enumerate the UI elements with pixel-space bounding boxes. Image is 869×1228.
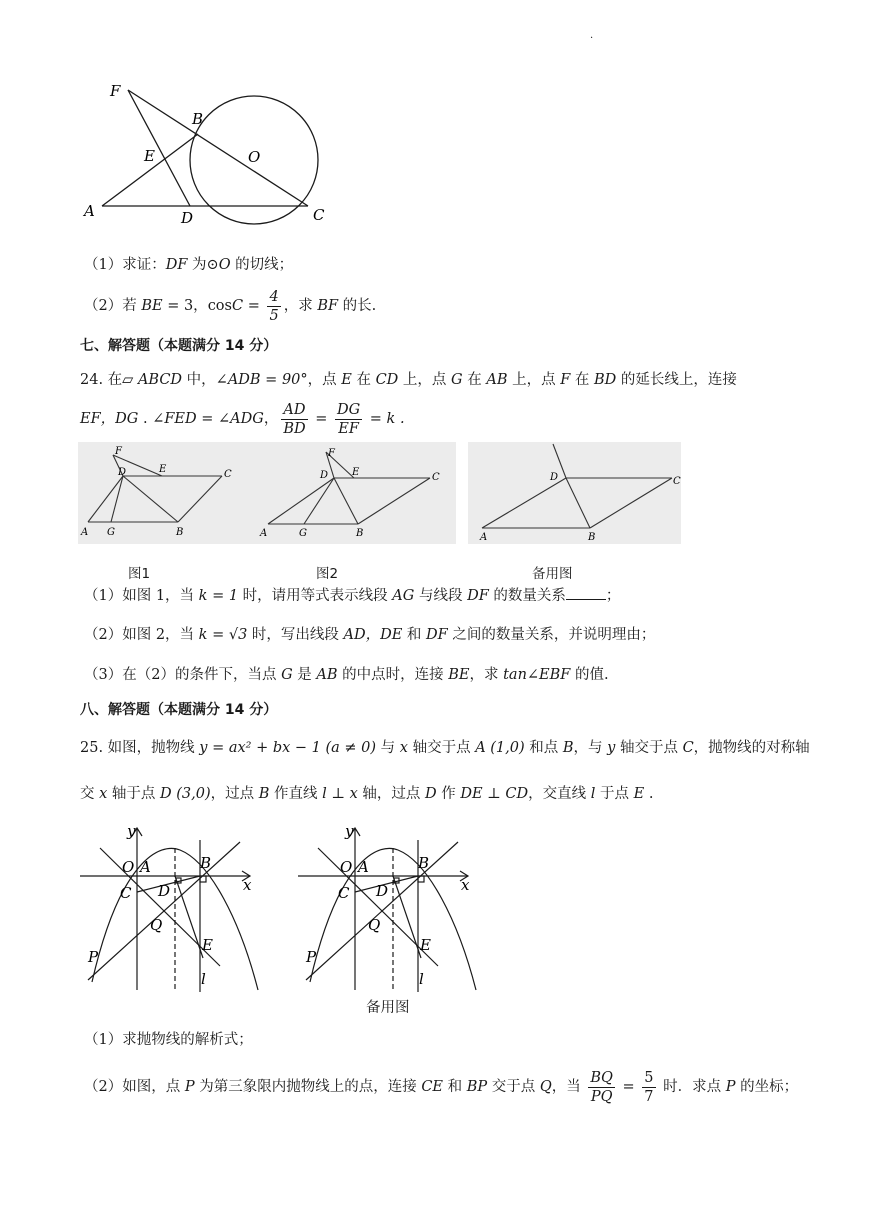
q24-p3-mid2: 的中点时，连接: [337, 667, 449, 683]
q24-t-c: ，点: [307, 372, 342, 388]
fig1-label-A: A: [81, 527, 89, 538]
label-B: B: [192, 110, 204, 128]
q24-t-b: 中，: [182, 372, 216, 388]
q25-p2-bp: BP: [466, 1079, 488, 1095]
q25-p2-and: 和: [443, 1079, 467, 1095]
fig1-label-G: G: [107, 527, 115, 538]
q25-p2-Q: Q: [539, 1079, 552, 1095]
q23-frac-den: 5: [269, 307, 279, 324]
q25-l2-end: .: [644, 786, 654, 802]
q24-p3-tan: tan∠EBF: [503, 667, 571, 683]
q24-k: = k .: [365, 411, 405, 427]
q23-part2-tail: ，求: [283, 298, 318, 314]
q23-part1: [84, 255, 293, 275]
q25-eq: y = ax² + bx − 1 (a ≠ 0): [199, 740, 377, 756]
q24-comma: ，: [263, 411, 279, 427]
fig2-label-B: B: [356, 528, 364, 539]
q23-part1-O: O: [218, 257, 231, 273]
fig25a-label-O: O: [122, 858, 135, 876]
q24-frac2-num: DG: [336, 401, 361, 418]
q23-part2-prefix: （2）若: [84, 298, 142, 314]
fig25b-label-P: P: [306, 948, 317, 966]
segment-fd: [128, 90, 190, 206]
q24-p3-suffix: 的值.: [570, 667, 609, 683]
q25-figure-backup: [298, 820, 488, 1000]
fig25b-label-l: l: [419, 970, 424, 988]
q24-p2-k: k = √3: [198, 627, 248, 643]
q25-l2-b: 轴于点: [107, 786, 161, 802]
q23-figure: [80, 78, 340, 238]
q25-p2-mid: 为第三象限内抛物线上的点，连接: [194, 1079, 422, 1095]
q24-p2-prefix: （2）如图 2，当: [84, 627, 199, 643]
q25-p2-prefix: （2）如图，点: [84, 1079, 185, 1095]
fig2-label-G: G: [299, 528, 307, 539]
fig1-label-E: E: [159, 464, 167, 475]
fig25a-label-x: x: [243, 876, 252, 894]
label-E: E: [144, 147, 155, 165]
q24-stem-line1: [80, 370, 737, 390]
label-A: A: [84, 202, 95, 220]
fig25a-label-y: y: [127, 822, 136, 840]
q25-frac2-num: 5: [644, 1069, 654, 1086]
fig3-label-D: D: [550, 472, 559, 483]
q25-part2: [84, 1064, 798, 1110]
q24-part2: [84, 625, 655, 645]
q24-BD: BD: [593, 372, 617, 388]
q24-caption-backup: 备用图: [532, 566, 573, 582]
fig25b-label-E: E: [420, 936, 431, 954]
q23-frac-num: 4: [269, 288, 279, 305]
q25-p2-mid2: 交于点: [487, 1079, 540, 1095]
header-dot: .: [590, 30, 594, 41]
q25-p2-end: 的坐标；: [735, 1079, 799, 1095]
q25-figure-1: [80, 820, 270, 1000]
q24-p1-and: 与线段: [414, 588, 468, 604]
q24-p3-mid: 是: [292, 667, 317, 683]
q24-t-a: 在▱: [103, 372, 138, 388]
fig25b-label-x: x: [461, 876, 470, 894]
q24-CD: CD: [375, 372, 399, 388]
fig3-label-A: A: [480, 532, 488, 543]
q25-l2-c: ，过点: [210, 786, 259, 802]
answer-blank: [566, 587, 606, 600]
fig2-label-A: A: [260, 528, 268, 539]
q24-p3-be: BE: [448, 667, 470, 683]
q25-t-c: 轴交于点: [407, 740, 476, 756]
fig25a-label-E: E: [202, 936, 213, 954]
q25-x: x: [399, 740, 408, 756]
q24-part1: [84, 586, 620, 606]
q25-l2-E: E: [633, 786, 645, 802]
q25-t-e: ，与: [573, 740, 608, 756]
q24-p2-suffix: 之间的数量关系，并说明理由；: [447, 627, 656, 643]
q24-frac2-den: EF: [338, 420, 359, 437]
q24-t-f: 在: [462, 372, 487, 388]
fig25a-label-P: P: [88, 948, 99, 966]
q23-part1-prefix: （1）求证：: [84, 257, 166, 273]
q25-l2-e: 轴，过点: [357, 786, 425, 802]
q23-part2-eq2: =: [243, 298, 265, 314]
label-O: O: [248, 148, 261, 166]
q25-t-a: 如图，抛物线: [103, 740, 200, 756]
fig25a-label-D: D: [158, 882, 171, 900]
q24-figure-2: [254, 442, 456, 544]
q24-p3-G: G: [281, 667, 293, 683]
fig2-label-C: C: [432, 472, 440, 483]
q25-l2-l: l ⊥ x: [322, 786, 358, 802]
q23-part2: [84, 286, 376, 326]
fig25a-label-l: l: [201, 970, 206, 988]
q25-l2-B: B: [258, 786, 270, 802]
q24-E: E: [341, 372, 352, 388]
q23-part2-bf: BF: [317, 298, 339, 314]
fig25b-label-y: y: [345, 822, 354, 840]
q24-stem-line2: [80, 398, 405, 440]
fig2-label-D: D: [320, 470, 329, 481]
q24-frac-1: [281, 401, 307, 438]
q24-ef-dg: EF，DG: [80, 411, 139, 427]
q25-p2-mid3: ，当: [551, 1079, 586, 1095]
q23-part2-fraction: [267, 288, 280, 325]
q23-part2-eq: = 3，: [162, 298, 208, 314]
fig2-label-F: F: [328, 448, 335, 459]
q25-l2-g: ，交直线: [528, 786, 591, 802]
q25-l2-x: x: [99, 786, 108, 802]
q25-frac-1: [588, 1069, 615, 1106]
q25-p2-suffix: 时．求点: [658, 1079, 726, 1095]
q25-number: 25.: [80, 740, 104, 756]
q24-p2-and: 和: [402, 627, 427, 643]
q25-l2-D: D (3,0): [160, 786, 211, 802]
q25-part1: （1）求抛物线的解析式；: [84, 1032, 253, 1048]
q25-caption-backup: 备用图: [366, 1000, 410, 1016]
q24-p1-prefix: （1）如图 1，当: [84, 588, 199, 604]
fig25b-label-O: O: [340, 858, 353, 876]
q24-number: 24.: [80, 372, 104, 388]
fig25a-label-B: B: [200, 854, 212, 872]
label-C: C: [313, 206, 325, 224]
q23-part1-math: DF: [165, 257, 188, 273]
fig25b-label-A: A: [358, 858, 369, 876]
q24-caption-1: 图1: [128, 566, 151, 582]
q24-dot: .: [138, 411, 153, 427]
q24-part3: [84, 665, 609, 685]
q24-p1-suffix: 的数量关系: [488, 588, 566, 604]
q24-t-h: 在: [570, 372, 594, 388]
q25-B: B: [562, 740, 574, 756]
q25-t-b: 与: [376, 740, 400, 756]
q25-l2-f: 作: [436, 786, 461, 802]
q24-t-e: 上，点: [398, 372, 452, 388]
q25-frac-2: [642, 1069, 655, 1106]
q24-p1-k: k = 1: [198, 588, 239, 604]
fig1-label-C: C: [224, 469, 232, 480]
q24-p1-ag: AG: [392, 588, 415, 604]
q25-t-g: ，抛物线的对称轴: [693, 740, 810, 756]
q24-F: F: [560, 372, 571, 388]
fig2-label-E: E: [352, 467, 360, 478]
q24-t-d: 在: [351, 372, 376, 388]
q25-p2-P2: P: [725, 1079, 736, 1095]
fig25b-label-Q: Q: [368, 916, 381, 934]
q24-G: G: [451, 372, 463, 388]
label-F: F: [110, 82, 121, 100]
q24-t-i: 的延长线上，连接: [616, 372, 737, 388]
q24-figure-backup: [468, 442, 681, 544]
q25-frac1-num: BQ: [590, 1069, 613, 1086]
fig25b-label-C: C: [338, 884, 350, 902]
q23-part1-suffix: 的切线；: [230, 257, 294, 273]
fig1-label-D: D: [118, 467, 127, 478]
q24-figure-1: [78, 442, 264, 544]
q25-t-f: 轴交于点: [615, 740, 683, 756]
q24-eq: =: [310, 411, 332, 427]
q25-l2-h: 于点: [595, 786, 634, 802]
q24-t-g: 上，点: [507, 372, 561, 388]
q24-angle-eq: ∠FED = ∠ADG: [152, 411, 264, 427]
q24-frac1-den: BD: [283, 420, 306, 437]
section-7-title: 七、解答题（本题满分 14 分）: [80, 338, 278, 354]
q25-l2-l2: l: [590, 786, 596, 802]
fig3-label-B: B: [588, 532, 596, 543]
fig3-label-C: C: [673, 476, 681, 487]
q24-angle: ∠ADB = 90°: [215, 372, 308, 388]
q25-A: A (1,0): [475, 740, 525, 756]
q24-p2-mid: 时，写出线段: [247, 627, 344, 643]
fig25b-label-B: B: [418, 854, 430, 872]
q25-C: C: [682, 740, 694, 756]
fig1-label-F: F: [115, 446, 122, 457]
q25-p2-ce: CE: [421, 1079, 444, 1095]
q25-frac1-den: PQ: [590, 1088, 613, 1105]
q25-stem-line1: [80, 738, 810, 758]
q24-p1-mid: 时，请用等式表示线段: [238, 588, 393, 604]
q24-p2-segs: AD，DE: [343, 627, 403, 643]
fig25b-label-D: D: [376, 882, 389, 900]
section-8-title: 八、解答题（本题满分 14 分）: [80, 702, 278, 718]
q25-stem-line2: [80, 784, 653, 804]
q24-frac-2: [335, 401, 362, 438]
q25-l2-D2: D: [425, 786, 437, 802]
fig25a-label-A: A: [140, 858, 151, 876]
q23-part2-end: 的长.: [338, 298, 377, 314]
q24-p1-df: DF: [467, 588, 489, 604]
q23-part2-C: C: [231, 298, 244, 314]
q24-frac1-num: AD: [281, 401, 307, 420]
q25-t-d: 和点: [524, 740, 563, 756]
q24-p3-prefix: （3）在（2）的条件下，当点: [84, 667, 282, 683]
q24-p2-df: DF: [426, 627, 448, 643]
q25-l2-d: 作直线: [269, 786, 323, 802]
q25-p2-eq: =: [617, 1079, 640, 1095]
q23-part1-mid: 为⊙: [187, 257, 219, 273]
q25-l2-de: DE ⊥ CD: [460, 786, 529, 802]
q25-frac2-den: 7: [644, 1088, 654, 1105]
fig25a-label-Q: Q: [150, 916, 163, 934]
fig1-label-B: B: [176, 527, 184, 538]
q23-part2-be: BE: [141, 298, 163, 314]
q24-AB: AB: [486, 372, 508, 388]
q23-part2-cos: cos: [207, 298, 232, 314]
q25-y: y: [607, 740, 616, 756]
q24-p1-end: ；: [605, 588, 621, 604]
q25-l2-a: 交: [80, 786, 100, 802]
q24-p3-mid3: ，求: [469, 667, 504, 683]
q24-caption-2: 图2: [316, 566, 339, 582]
fig25a-label-C: C: [120, 884, 132, 902]
q25-p2-P: P: [184, 1079, 195, 1095]
q24-p3-ab: AB: [316, 667, 338, 683]
label-D: D: [181, 209, 194, 227]
q24-abcd: ABCD: [137, 372, 183, 388]
